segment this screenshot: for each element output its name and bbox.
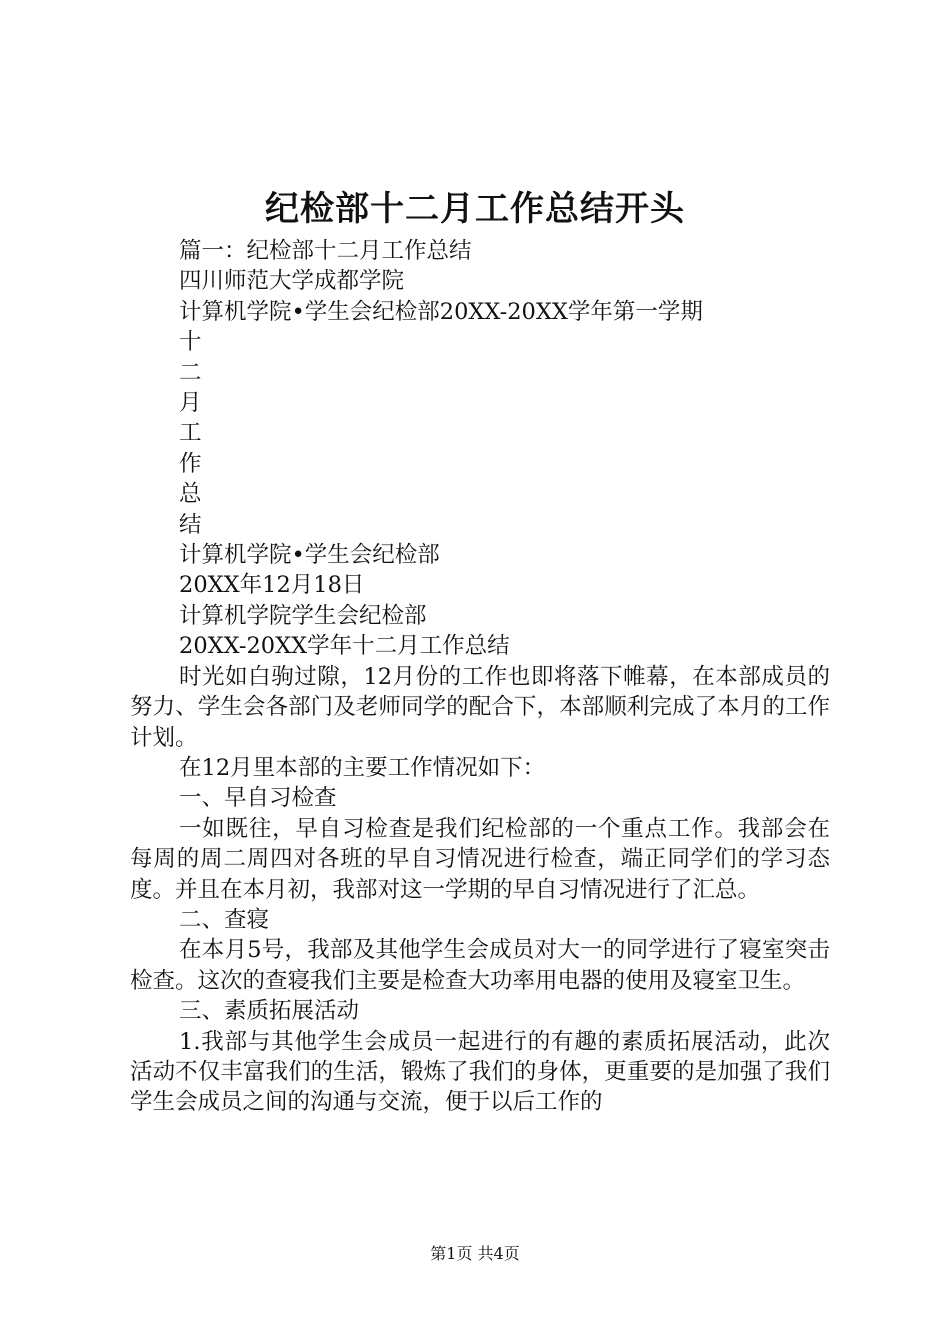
- text-line: 20XX年12月18日: [179, 572, 365, 599]
- section-heading: 一、早自习检查: [179, 785, 337, 812]
- vertical-char-line: 二: [179, 359, 202, 386]
- document-title: 纪检部十二月工作总结开头: [265, 189, 685, 229]
- page-footer: 第1页 共4页: [430, 1244, 520, 1263]
- document-body: [130, 236, 830, 1118]
- text-line: 四川师范大学成都学院: [179, 268, 405, 295]
- text-line: 20XX-20XX学年十二月工作总结: [179, 633, 510, 660]
- vertical-char-line: 十: [179, 329, 202, 356]
- text-line: 计算机学院•学生会纪检部20XX-20XX学年第一学期: [179, 298, 703, 325]
- text-line: 计算机学院学生会纪检部: [179, 602, 427, 629]
- vertical-char-line: 作: [179, 450, 202, 477]
- vertical-char-line: 总: [179, 481, 202, 508]
- paragraph: 在本月5号，我部及其他学生会成员对大一的同学进行了寝室突击检查。这次的查寝我们主要是检查大功率用电器的使用及寝室卫生。: [130, 937, 830, 994]
- paragraph: 1.我部与其他学生会成员一起进行的有趣的素质拓展活动，此次活动不仅丰富我们的生活，锻炼了我们的身体，更重要的是加强了我们学生会成员之间的沟通与交流，便于以后工作的: [130, 1028, 830, 1116]
- vertical-char-line: 工: [179, 420, 202, 447]
- vertical-char-line: 结: [179, 511, 202, 538]
- paragraph: 时光如白驹过隙，12月份的工作也即将落下帷幕，在本部成员的努力、学生会各部门及老师同学的配合下，本部顺利完成了本月的工作计划。: [130, 663, 830, 751]
- section-heading: 三、素质拓展活动: [179, 998, 360, 1025]
- paragraph: 在12月里本部的主要工作情况如下：: [179, 754, 546, 781]
- text-line: 篇一：纪检部十二月工作总结: [179, 238, 472, 264]
- section-heading: 二、查寝: [179, 906, 270, 933]
- text-line: 计算机学院•学生会纪检部: [179, 542, 440, 569]
- vertical-char-line: 月: [179, 390, 202, 417]
- paragraph: 一如既往，早自习检查是我们纪检部的一个重点工作。我部会在每周的周二周四对各班的早自习情况进行检查，端正同学们的学习态度。并且在本月初，我部对这一学期的早自习情况进行了汇总。: [130, 815, 830, 903]
